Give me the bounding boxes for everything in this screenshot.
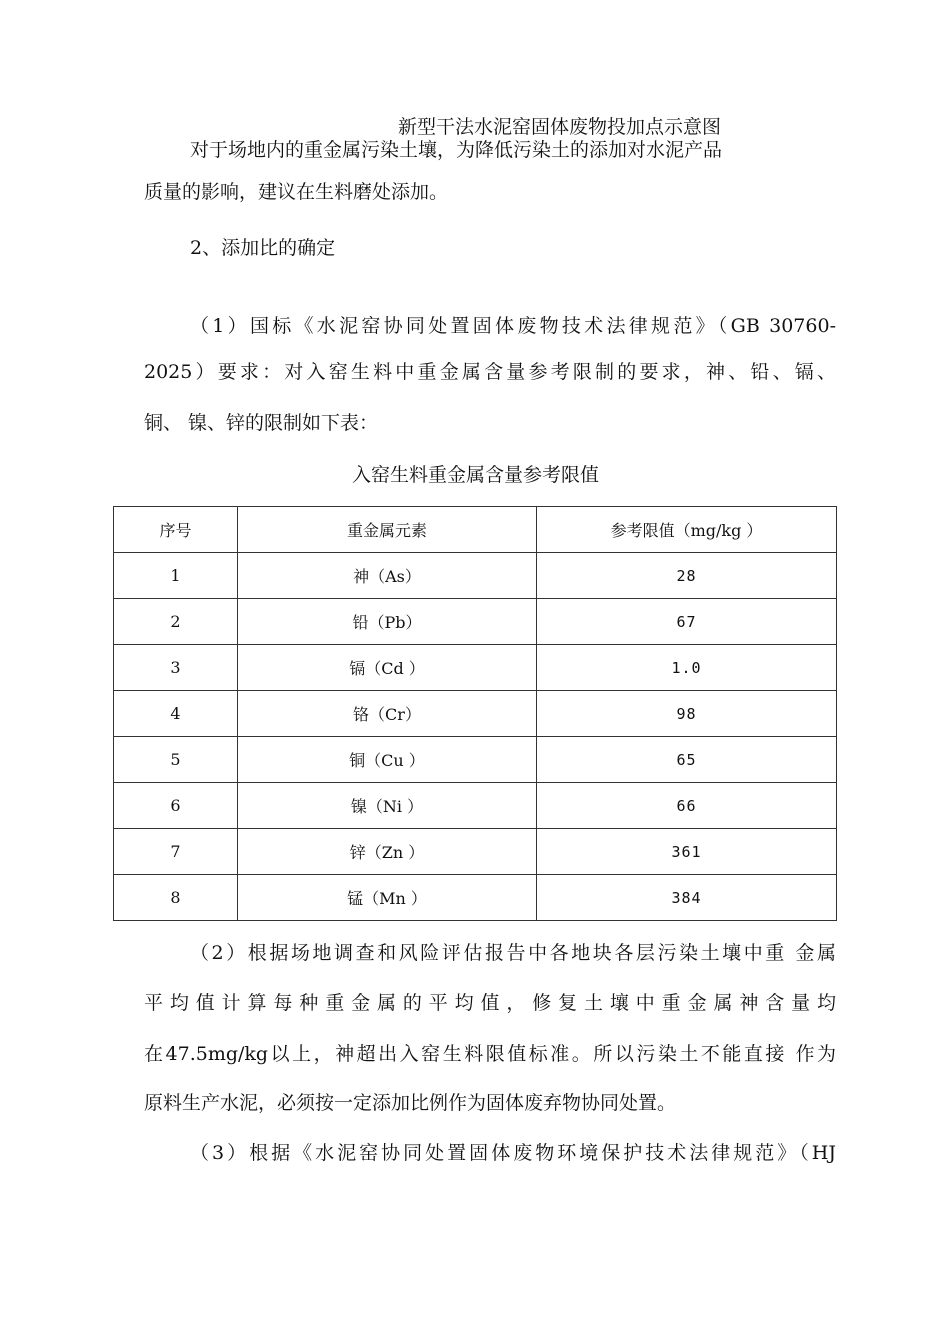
table-row — [114, 553, 837, 599]
paragraph-line: 对于场地内的重金属污染土壤，为降低污染土的添加对水泥产品 — [190, 139, 723, 161]
table-row — [114, 783, 837, 829]
paragraph-line: 2025）要求：对入窑生料中重金属含量参考限制的要求，神、铅、镉、 — [144, 361, 836, 383]
paragraph-line: 质量的影响，建议在生料磨处添加。 — [144, 181, 449, 203]
row-element: 锌（Zn ） — [238, 829, 537, 875]
row-index: 5 — [114, 737, 238, 783]
row-element: 铬（Cr） — [238, 691, 537, 737]
row-limit: 67 — [537, 599, 837, 645]
row-element: 铜（Cu ） — [238, 737, 537, 783]
table-title: 入窑生料重金属含量参考限值 — [352, 464, 600, 486]
table-row — [114, 645, 837, 691]
row-limit: 1.0 — [537, 645, 837, 691]
table-header-row — [114, 507, 837, 553]
row-limit: 98 — [537, 691, 837, 737]
column-header-element: 重金属元素 — [238, 507, 537, 553]
paragraph-line: 原料生产水泥，必须按一定添加比例作为固体废弃物协同处置。 — [144, 1092, 677, 1114]
heavy-metal-limits-table — [113, 506, 837, 921]
paragraph-line: 铜、 镍、锌的限制如下表： — [144, 412, 379, 434]
row-limit: 66 — [537, 783, 837, 829]
paragraph-line: （3）根据《水泥窑协同处置固体废物环境保护技术法律规范》（HJ — [190, 1142, 836, 1164]
row-limit: 361 — [537, 829, 837, 875]
column-header-index: 序号 — [114, 507, 238, 553]
section-heading: 2、添加比的确定 — [190, 237, 336, 259]
row-limit: 384 — [537, 875, 837, 921]
paragraph-line: （1）国标《水泥窑协同处置固体废物技术法律规范》（GB 30760- — [190, 315, 836, 337]
row-limit: 28 — [537, 553, 837, 599]
row-index: 1 — [114, 553, 238, 599]
row-index: 7 — [114, 829, 238, 875]
row-element: 锰（Mn ） — [238, 875, 537, 921]
paragraph-line: 平均值计算每种重金属的平均值，修复土壤中重金属神含量均 — [144, 992, 836, 1014]
figure-caption: 新型干法水泥窑固体废物投加点示意图 — [398, 116, 722, 138]
table-row — [114, 829, 837, 875]
paragraph-line: （2）根据场地调查和风险评估报告中各地块各层污染土壤中重 金属 — [190, 942, 836, 964]
column-header-limit: 参考限值（mg/kg ） — [537, 507, 837, 553]
table-row — [114, 875, 837, 921]
table-row — [114, 691, 837, 737]
row-index: 8 — [114, 875, 238, 921]
row-element: 镉（Cd ） — [238, 645, 537, 691]
row-element: 铅（Pb） — [238, 599, 537, 645]
row-limit: 65 — [537, 737, 837, 783]
paragraph-line: 在47.5mg/kg以上，神超出入窑生料限值标准。所以污染土不能直接 作为 — [144, 1043, 836, 1065]
table-row — [114, 737, 837, 783]
row-index: 4 — [114, 691, 238, 737]
row-element: 镍（Ni ） — [238, 783, 537, 829]
table-row — [114, 599, 837, 645]
row-index: 3 — [114, 645, 238, 691]
row-index: 2 — [114, 599, 238, 645]
row-index: 6 — [114, 783, 238, 829]
row-element: 神（As） — [238, 553, 537, 599]
